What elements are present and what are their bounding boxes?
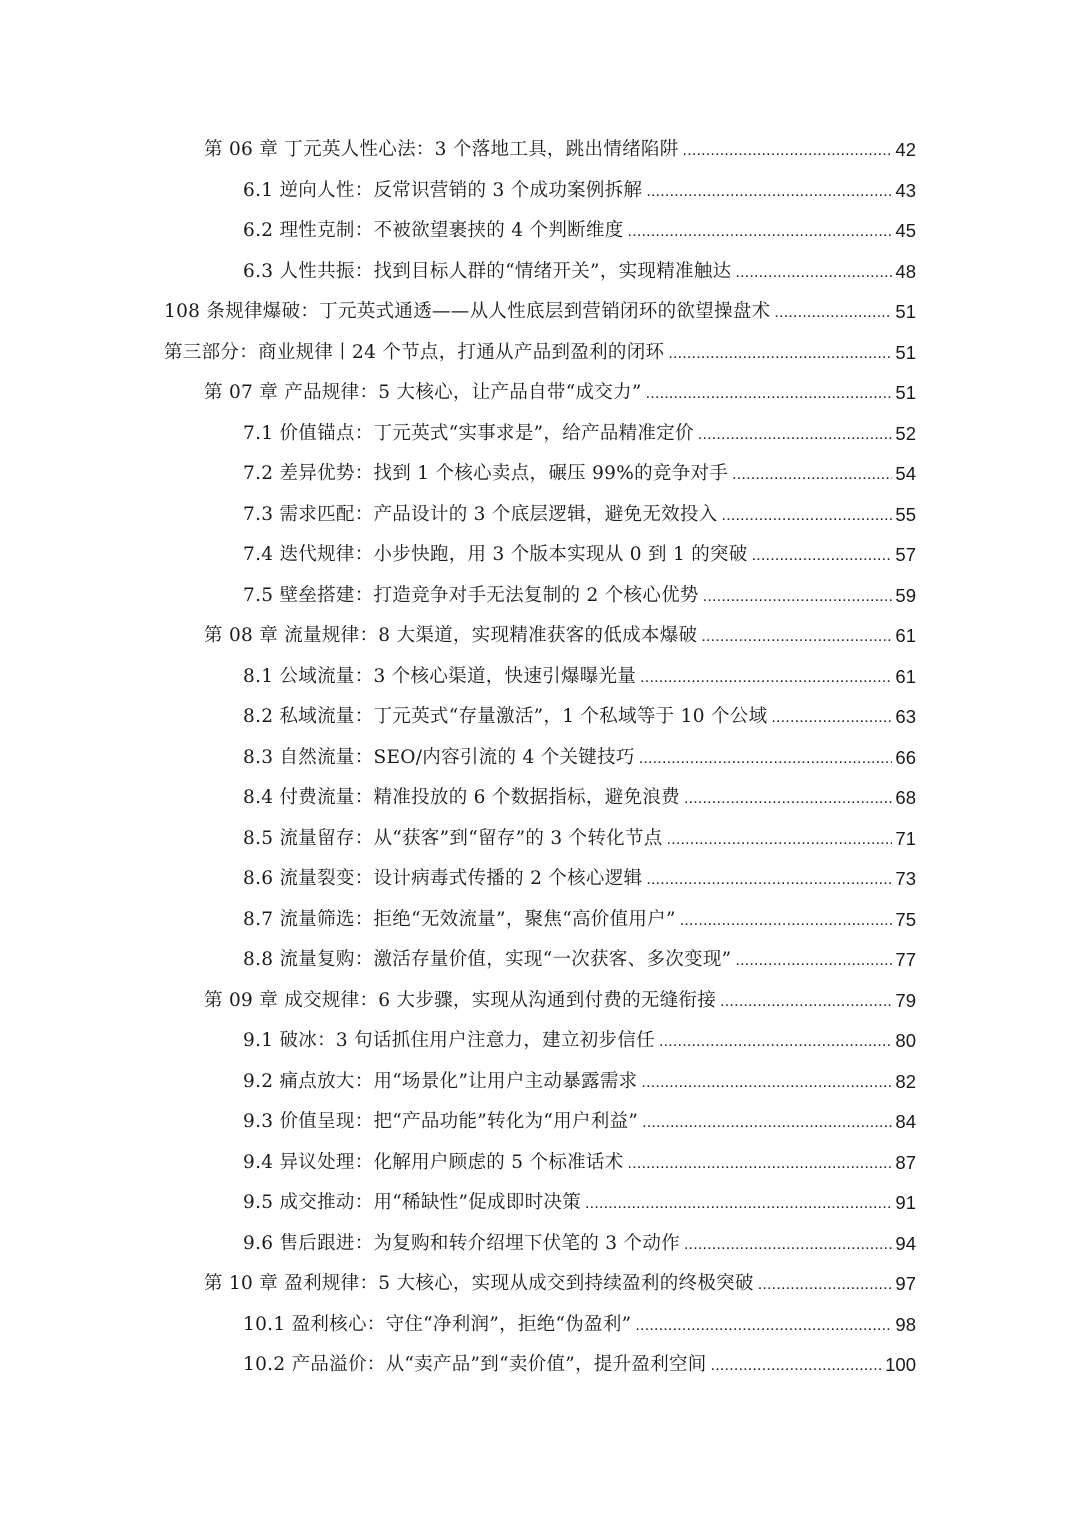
toc-entry-title: 8.7 流量筛选：拒绝“无效流量”，聚焦“高价值用户” [243,908,676,930]
toc-entry-title: 6.2 理性克制：不被欲望裹挟的 4 个判断维度 [243,220,624,241]
toc-entry[interactable] [243,171,916,211]
toc-entry-title: 7.5 壁垒搭建：打造竞争对手无法复制的 2 个核心优势 [243,584,699,606]
toc-entry-page: 42 [895,139,916,160]
toc-entry-page: 84 [895,1111,916,1132]
toc-entry-page: 77 [895,949,916,970]
toc-entry[interactable] [243,738,916,778]
toc-entry[interactable] [164,292,916,332]
toc-dot-leader [735,940,892,980]
toc-entry-title: 6.1 逆向人性：反常识营销的 3 个成功案例拆解 [243,179,643,201]
toc-entry-page: 94 [895,1232,916,1254]
toc-entry[interactable] [243,1345,916,1385]
toc-dot-leader [722,495,893,535]
toc-dot-leader [698,414,893,454]
toc-entry-page: 87 [895,1151,916,1173]
toc-entry-title: 6.3 人性共振：找到目标人群的“情绪开关”，实现精准触达 [243,260,732,282]
toc-entry-title: 8.4 付费流量：精准投放的 6 个数据指标，避免浪费 [243,787,680,808]
toc-entry[interactable] [243,535,916,575]
toc-entry[interactable] [243,657,916,697]
toc-entry[interactable] [243,778,916,818]
toc-dot-leader [680,900,893,940]
toc-dot-leader [732,454,892,494]
toc-entry-page: 61 [895,665,916,687]
toc-entry-title: 第 06 章 丁元英人性心法：3 个落地工具，跳出情绪陷阱 [204,139,679,160]
toc-dot-leader [646,171,892,211]
toc-dot-leader [641,1062,892,1102]
toc-entry-page: 57 [895,544,916,565]
toc-entry-page: 97 [895,1273,916,1294]
toc-entry[interactable] [243,819,916,859]
toc-entry[interactable] [164,333,916,373]
toc-dot-leader [668,333,892,373]
toc-entry-title: 第 09 章 成交规律：6 大步骤，实现从沟通到付费的无缝衔接 [204,989,717,1011]
toc-entry-title: 7.2 差异优势：找到 1 个核心卖点，碾压 99%的竞争对手 [243,463,729,484]
toc-entry-page: 63 [895,706,916,727]
toc-dot-leader [735,252,892,292]
toc-entry-page: 43 [895,179,916,201]
toc-dot-leader [684,778,892,818]
toc-entry-title: 10.1 盈利核心：守住“净利润”，拒绝“伪盈利” [243,1313,632,1335]
toc-dot-leader [703,576,893,616]
toc-entry-page: 51 [895,382,916,403]
toc-entry[interactable] [243,495,916,535]
toc-dot-leader [646,859,892,899]
toc-entry-title: 8.8 流量复购：激活存量价值，实现“一次获客、多次变现” [243,949,732,970]
toc-entry-title: 第 10 章 盈利规律：5 大核心，实现从成交到持续盈利的终极突破 [204,1273,754,1294]
toc-entry[interactable] [243,414,916,454]
toc-dot-leader [640,657,892,697]
toc-entry-title: 8.5 流量留存：从“获客”到“留存”的 3 个转化节点 [243,827,663,849]
toc-dot-leader [642,1102,892,1142]
toc-entry-title: 9.5 成交推动：用“稀缺性”促成即时决策 [243,1192,582,1213]
toc-entry-page: 48 [895,260,916,282]
toc-entry-page: 82 [895,1070,916,1092]
toc-entry[interactable] [204,616,916,656]
toc-entry-title: 8.3 自然流量：SEO/内容引流的 4 个关键技巧 [243,746,635,768]
toc-entry[interactable] [243,252,916,292]
toc-entry-title: 10.2 产品溢价：从“卖产品”到“卖价值”，提升盈利空间 [243,1354,707,1375]
toc-entry[interactable] [243,1021,916,1061]
toc-entry-title: 7.3 需求匹配：产品设计的 3 个底层逻辑，避免无效投入 [243,503,718,525]
toc-dot-leader [667,819,893,859]
toc-entry[interactable] [204,981,916,1021]
toc-entry[interactable] [243,211,916,251]
toc-entry[interactable] [243,697,916,737]
toc-dot-leader [659,1021,892,1061]
toc-entry-page: 54 [895,463,916,484]
toc-dot-leader [758,1264,893,1304]
toc-entry-page: 45 [895,220,916,241]
toc-entry-page: 73 [895,868,916,889]
toc-entry[interactable] [243,1224,916,1264]
toc-entry[interactable] [204,130,916,170]
toc-entry-page: 51 [895,301,916,322]
toc-entry-page: 55 [895,503,916,525]
toc-entry-page: 100 [885,1354,916,1375]
toc-entry-page: 79 [895,989,916,1011]
toc-entry[interactable] [243,576,916,616]
toc-dot-leader [585,1183,892,1223]
toc-entry-title: 第 08 章 流量规律：8 大渠道，实现精准获客的低成本爆破 [204,625,698,646]
toc-entry-page: 59 [895,584,916,606]
toc-entry-title: 108 条规律爆破：丁元英式通透——从人性底层到营销闭环的欲望操盘术 [164,301,771,322]
toc-entry[interactable] [243,900,916,940]
toc-dot-leader [683,130,893,170]
toc-entry-page: 80 [895,1030,916,1051]
toc-dot-leader [701,616,892,656]
toc-dot-leader [774,292,892,332]
toc-entry-title: 9.4 异议处理：化解用户顾虑的 5 个标准话术 [243,1151,624,1173]
toc-entry-title: 8.2 私域流量：丁元英式“存量激活”，1 个私域等于 10 个公域 [243,706,768,727]
toc-dot-leader [635,1305,892,1345]
toc-entry-page: 75 [895,908,916,930]
toc-entry-title: 7.4 迭代规律：小步快跑，用 3 个版本实现从 0 到 1 的突破 [243,544,748,565]
toc-entry-page: 98 [895,1313,916,1335]
toc-entry-title: 9.1 破冰：3 句话抓住用户注意力，建立初步信任 [243,1030,655,1051]
toc-dot-leader [684,1224,892,1264]
toc-dot-leader [720,981,892,1021]
toc-entry-title: 第 07 章 产品规律：5 大核心，让产品自带“成交力” [204,382,642,403]
toc-entry-page: 52 [895,422,916,444]
toc-entry[interactable] [243,1062,916,1102]
toc-entry-page: 51 [895,341,916,363]
toc-dot-leader [752,535,893,575]
toc-entry-title: 9.2 痛点放大：用“场景化”让用户主动暴露需求 [243,1070,638,1092]
toc-entry[interactable] [243,1183,916,1223]
toc-entry[interactable] [243,1305,916,1345]
toc-dot-leader [646,373,893,413]
toc-entry-page: 61 [895,625,916,646]
toc-entry[interactable] [243,940,916,980]
toc-entry-title: 8.1 公域流量：3 个核心渠道，快速引爆曝光量 [243,665,637,687]
toc-dot-leader [639,738,893,778]
toc-entry-title: 7.1 价值锚点：丁元英式“实事求是”，给产品精准定价 [243,422,694,444]
toc-entry-page: 68 [895,787,916,808]
toc-entry[interactable] [243,859,916,899]
toc-entry-page: 66 [895,746,916,768]
toc-entry-page: 91 [895,1192,916,1213]
toc-entry[interactable] [204,1264,916,1304]
toc-entry[interactable] [243,1143,916,1183]
toc-entry-title: 9.3 价值呈现：把“产品功能”转化为“用户利益” [243,1111,639,1132]
toc-entry[interactable] [243,1102,916,1142]
toc-dot-leader [771,697,892,737]
toc-entry-title: 9.6 售后跟进：为复购和转介绍埋下伏笔的 3 个动作 [243,1232,680,1254]
toc-entry-title: 8.6 流量裂变：设计病毒式传播的 2 个核心逻辑 [243,868,643,889]
toc-entry[interactable] [204,373,916,413]
toc-dot-leader [711,1345,883,1385]
toc-entry[interactable] [243,454,916,494]
toc-entry-page: 71 [895,827,916,849]
toc-dot-leader [628,211,893,251]
toc-entry-title: 第三部分：商业规律丨24 个节点，打通从产品到盈利的闭环 [164,341,665,363]
toc-dot-leader [628,1143,893,1183]
